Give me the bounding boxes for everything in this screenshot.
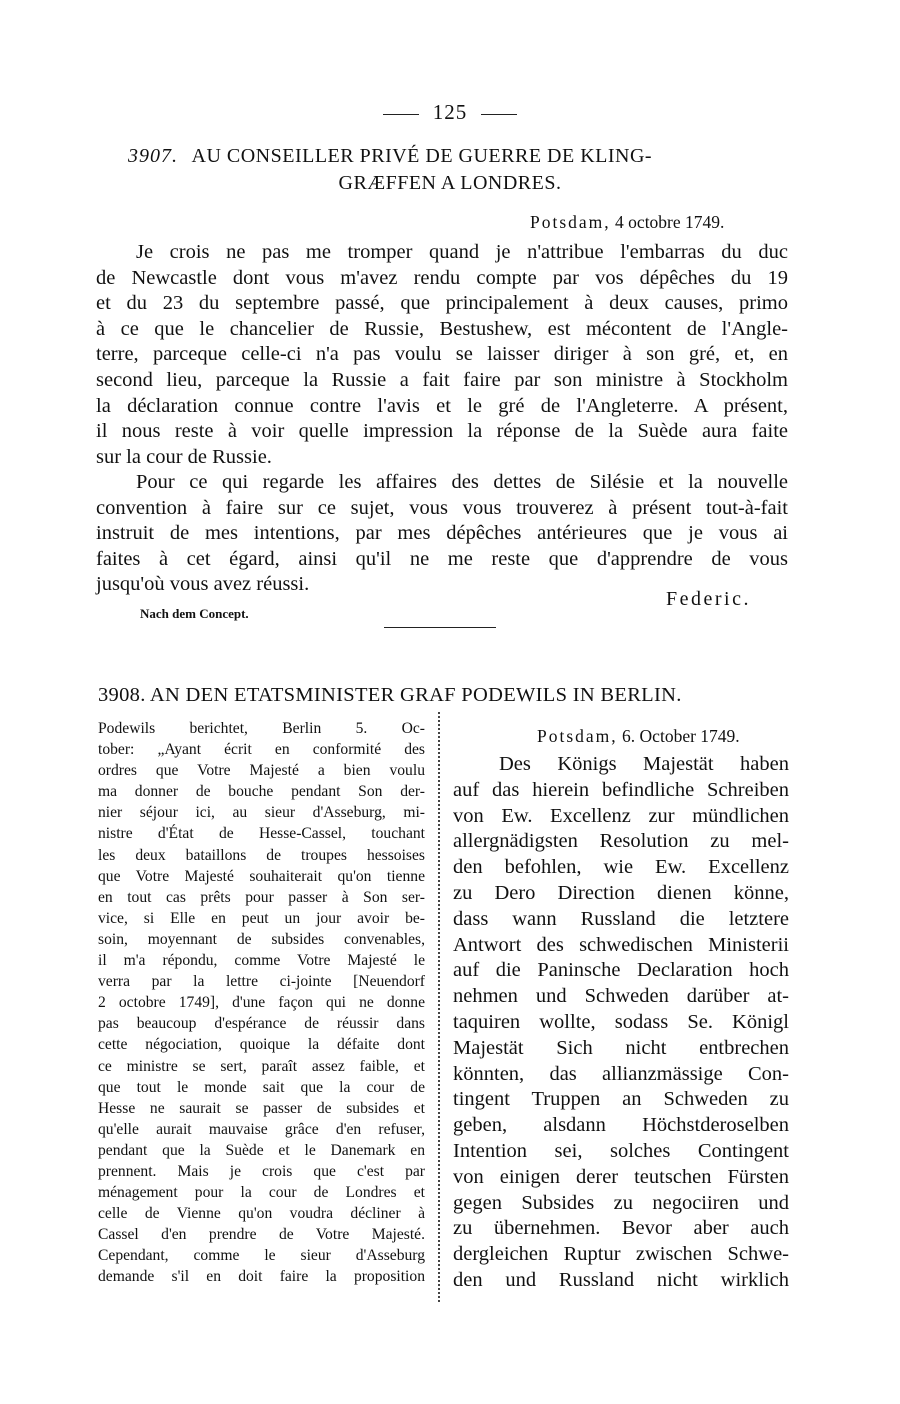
letter-3908-left-column (98, 718, 425, 1288)
text-line: celle de Vienne qu'on voudra décliner à (98, 1205, 425, 1223)
letter-3908-place: Potsdam, (537, 726, 618, 746)
text-line: tingent Truppen an Schweden zu (453, 1088, 789, 1111)
text-line: de Newcastle dont vous m'avez rendu compte par vos dépêches du 19 (96, 266, 788, 289)
letter-3907-heading-line1 (128, 145, 652, 168)
text-line: Cassel d'en prendre de Votre Majesté. (98, 1226, 425, 1244)
text-line: taquiren wollte, sodass Se. Königl (453, 1010, 789, 1033)
text-line: allergnädigsten Resolution zu mel- (453, 830, 789, 853)
text-line: que Votre Majesté souhaiterait qu'on tienne (98, 867, 425, 885)
letter-3908-dateline (537, 726, 740, 747)
text-line: Antwort des schwedischen Ministerii (453, 933, 789, 956)
text-line: la déclaration connue contre l'avis et le gré de l'Angleterre. A présent, (96, 394, 788, 417)
column-divider (438, 712, 440, 1302)
text-line: 2 octobre 1749], d'une façon qui ne donne (98, 994, 425, 1012)
text-line: dergleichen Ruptur zwischen Schwe- (453, 1243, 789, 1266)
text-line: könnten, das allianzmässige Con- (453, 1062, 789, 1085)
text-line: dass wann Russland die letztere (453, 907, 789, 930)
text-line: Cependant, comme le sieur d'Asseburg (98, 1247, 425, 1265)
text-line: auf das hierein befindliche Schreiben (453, 778, 789, 801)
text-line: convention à faire sur ce sujet, vous vous trouverez à présent tout-à-fait (96, 496, 788, 519)
text-line: verra par la lettre ci-jointe [Neuendorf (98, 973, 425, 991)
text-line: jusqu'où vous avez réussi. (96, 573, 310, 596)
text-line: qu'elle aurait mauvaise grâce d'en refuser, (98, 1120, 425, 1138)
letter-3907-heading-text1: AU CONSEILLER PRIVÉ DE GUERRE DE KLING- (191, 145, 653, 167)
letter-3907-number: 3907. (128, 145, 178, 167)
text-line: Majestät Sich nicht entbrechen (453, 1036, 789, 1059)
letter-3907-dateline (530, 212, 724, 233)
text-line: il nous reste à voir quelle impression la réponse de la Suède aura faite (96, 420, 788, 443)
text-line: vice, si Elle en peut un jour avoir be- (98, 909, 425, 927)
text-line: il m'a répondu, comme Votre Majesté le (98, 952, 425, 970)
text-line: den und Russland nicht wirklich (453, 1268, 789, 1291)
text-line: Des Königs Majestät haben (499, 753, 789, 775)
text-line: soin, moyennant de subsides convenables, (98, 930, 425, 948)
letter-3907-place: Potsdam, (530, 212, 611, 232)
text-line: geben, alsdann Höchstderoselben (453, 1114, 789, 1137)
text-line: von Ew. Excellenz zur mündlichen (453, 804, 789, 827)
letter-3908-heading: 3908. AN DEN ETATSMINISTER GRAF PODEWILS IN BERLIN. (98, 684, 682, 706)
text-line: gegen Subsides zu negociiren und (453, 1191, 789, 1214)
text-line: faites à cet égard, ainsi qu'il ne me reste que d'apprendre de vous (96, 547, 788, 570)
text-line: les deux bataillons de troupes hessoises (98, 846, 425, 864)
text-line: second lieu, parceque la Russie a fait faire par son ministre à Stockholm (96, 368, 788, 391)
text-line: ménagement pour la cour de Londres et (98, 1184, 425, 1202)
text-line: ce ministre se sert, paraît assez faible, et (98, 1057, 425, 1075)
text-line: Podewils berichtet, Berlin 5. Oc- (98, 720, 425, 737)
letter-3907-paragraph-2 (96, 470, 788, 598)
letter-3907-source-note: Nach dem Concept. (140, 606, 249, 621)
text-line: zu übernehmen. Bevor aber auch (453, 1217, 789, 1240)
text-line: Pour ce qui regarde les affaires des dettes de Silésie et la nouvelle (136, 471, 788, 493)
page-number: 125 (432, 100, 468, 124)
letter-3907-signature: Federic. (666, 588, 751, 610)
text-line: ma donner de bouche pendant Son der- (98, 783, 425, 801)
text-line: demande s'il en doit faire la proposition (98, 1268, 425, 1286)
text-line: Je crois ne pas me tromper quand je n'attribue l'embarras du duc (136, 241, 788, 263)
text-line: von einigen derer teutschen Fürsten (453, 1165, 789, 1188)
text-line: nehmen und Schweden darüber at- (453, 985, 789, 1008)
section-separator-rule (384, 627, 496, 628)
text-line: pas beaucoup d'espérance de réussir dans (98, 1015, 425, 1033)
text-line: terre, parceque celle-ci n'a pas voulu se laisser diriger à son gré, et, en (96, 343, 788, 366)
text-line: nier séjour ici, au sieur d'Asseburg, mi- (98, 804, 425, 822)
text-line: nistre d'État de Hesse-Cassel, touchant (98, 825, 425, 843)
text-line: tober: „Ayant écrit en conformité des (98, 741, 425, 759)
letter-3907-paragraph-1 (96, 240, 788, 470)
text-line: sur la cour de Russie. (96, 445, 272, 468)
letter-3908-date: 6. October 1749. (622, 726, 740, 746)
page-number-dash-left (383, 114, 419, 115)
text-line: à ce que le chancelier de Russie, Bestushew, est mécontent de l'Angle- (96, 317, 788, 340)
text-line: en tout cas prêts pour passer à Son ser- (98, 888, 425, 906)
text-line: et du 23 du septembre passé, que principalement à deux causes, primo (96, 292, 788, 315)
text-line: prennent. Mais je crois que c'est par (98, 1162, 425, 1180)
letter-3908-right-column (453, 752, 789, 1294)
text-line: ordres que Votre Majesté a bien voulu (98, 762, 425, 780)
text-line: cette négociation, quoique la défaite dont (98, 1036, 425, 1054)
text-line: Intention sei, solches Contingent (453, 1139, 789, 1162)
text-line: den befohlen, wie Ew. Excellenz (453, 856, 789, 879)
text-line: zu Dero Direction dienen könne, (453, 881, 789, 904)
page-number-dash-right (481, 114, 517, 115)
text-line: que tout le monde sait que la cour de (98, 1078, 425, 1096)
page-number-line (0, 100, 900, 125)
letter-3907-date: 4 octobre 1749. (615, 212, 725, 232)
letter-3907-heading-line2: GRÆFFEN A LONDRES. (338, 172, 562, 194)
text-line: auf die Paninsche Declaration hoch (453, 959, 789, 982)
text-line: pendant que la Suède et le Danemark en (98, 1141, 425, 1159)
text-line: instruit de mes intentions, par mes dépêches antérieures que je vous ai (96, 522, 788, 545)
text-line: Hesse ne saurait se passer de subsides et (98, 1099, 425, 1117)
